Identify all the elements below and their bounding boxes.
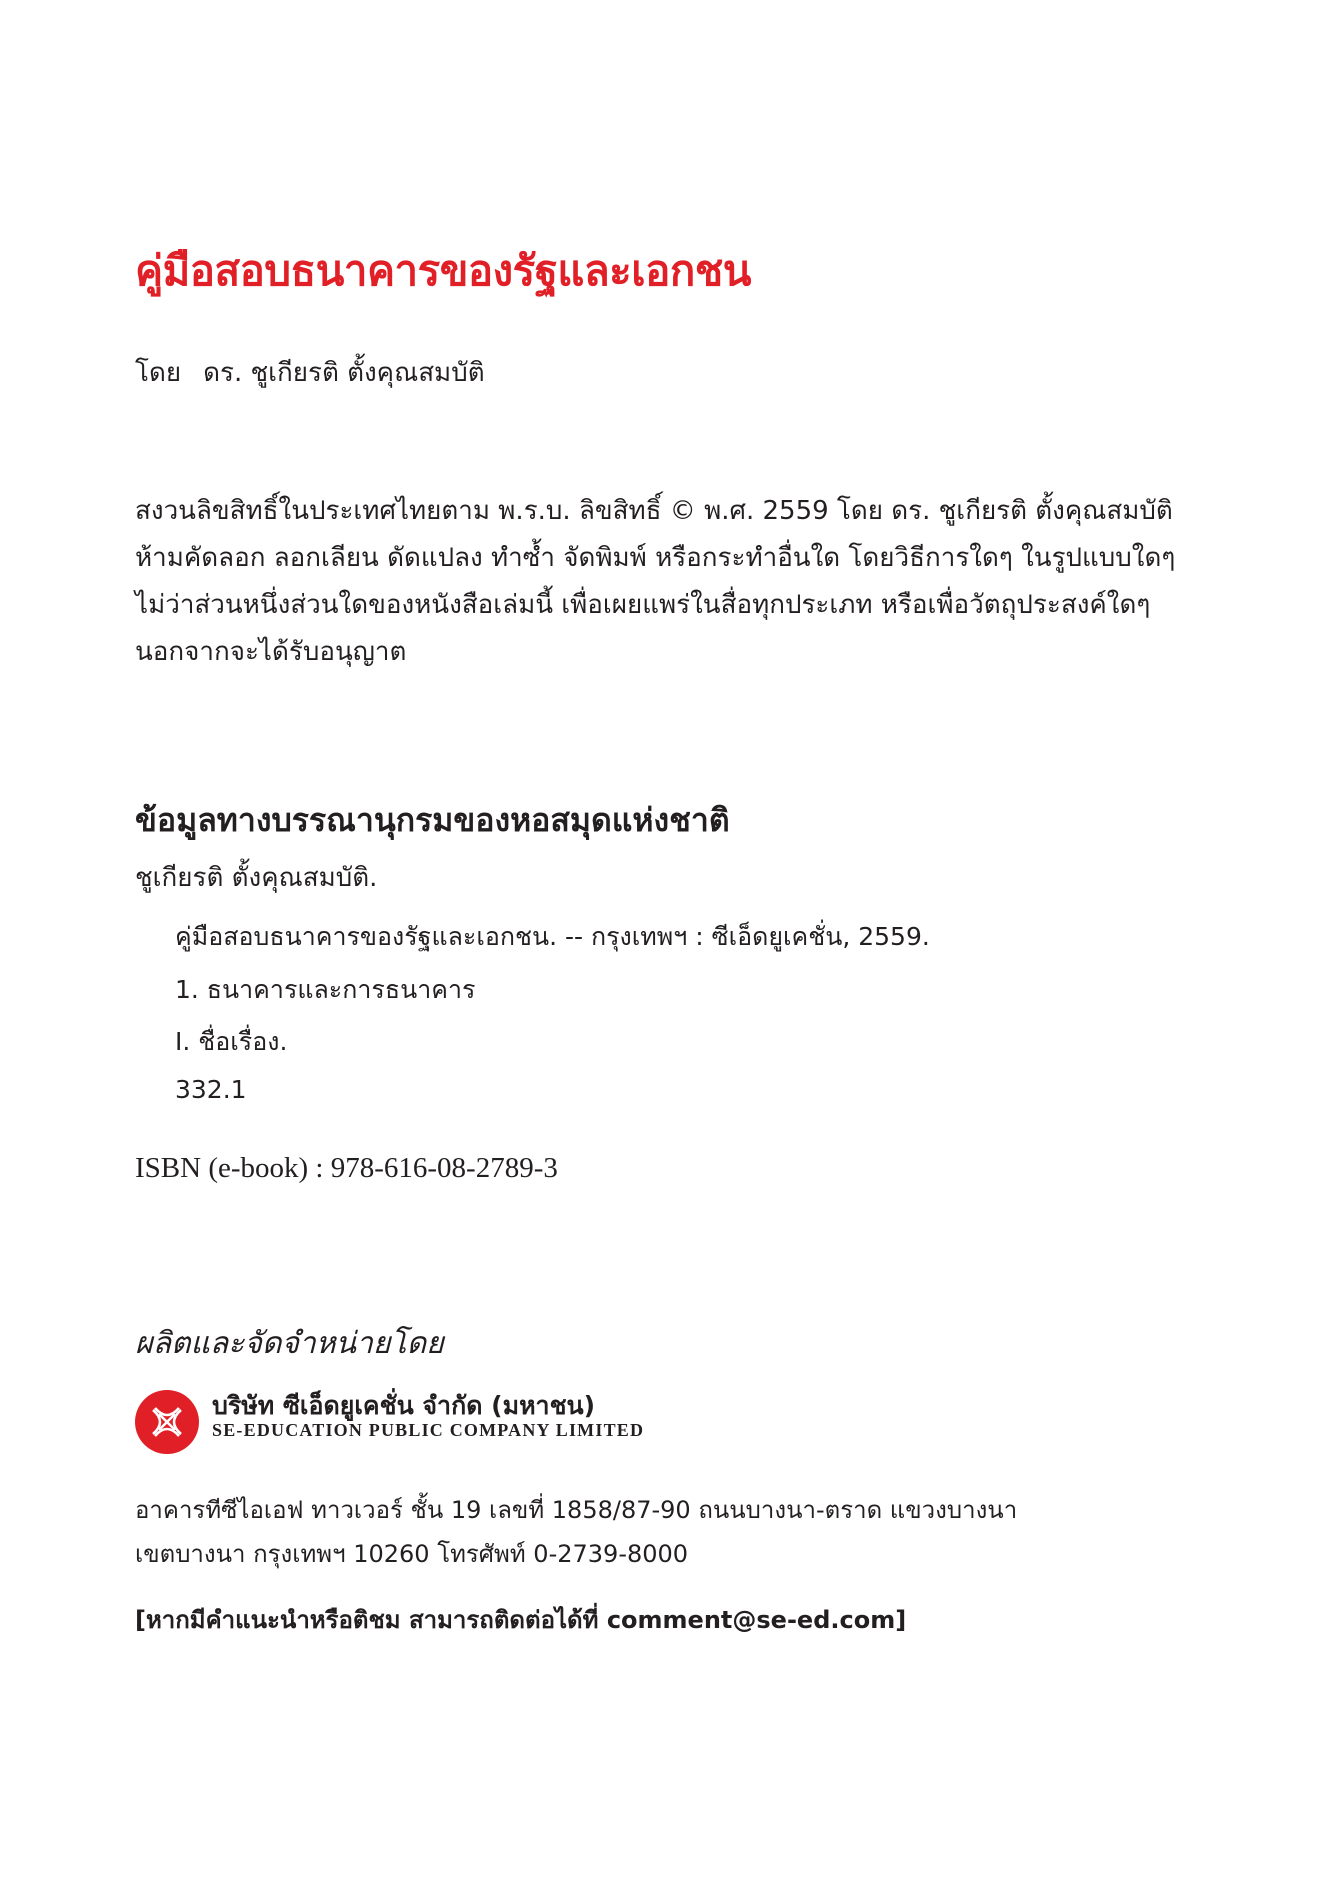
isbn: ISBN (e-book) : 978-616-08-2789-3 [135,1152,558,1184]
publisher-address [135,1488,1017,1576]
author-name: ดร. ชูเกียรติ ตั้งคุณสมบัติ [203,358,485,388]
address-line: อาคารทีซีไอเอฟ ทาวเวอร์ ชั้น 19 เลขที่ 1858/87-90 ถนนบางนา-ตราด แขวงบางนา [135,1496,1018,1524]
address-line: เขตบางนา กรุงเทพฯ 10260 โทรศัพท์ 0-2739-8000 [135,1540,689,1568]
copyright-line: สงวนลิขสิทธิ์ในประเทศไทยตาม พ.ร.บ. ลิขสิทธิ์ © พ.ศ. 2559 โดย ดร. ชูเกียรติ ตั้งคุณสมบัติ [135,496,1173,526]
cip-entry: คู่มือสอบธนาคารของรัฐและเอกชน. -- กรุงเทพฯ : ซีเอ็ดยูเคชั่น, 2559. [175,922,930,951]
company-name-thai: บริษัท ซีเอ็ดยูเคชั่น จำกัด (มหาชน) [212,1391,596,1420]
author-line [135,352,485,393]
feedback-contact: [หากมีคำแนะนำหรือติชม สามารถติดต่อได้ที่ comment@se-ed.com] [135,1606,907,1634]
copyright-notice [135,488,1215,676]
copyright-line: นอกจากจะได้รับอนุญาต [135,637,407,667]
cip-entry: I. ชื่อเรื่อง. [175,1027,288,1056]
distributor-label: ผลิตและจัดจำหน่ายโดย [135,1326,444,1361]
copyright-line: ห้ามคัดลอก ลอกเลียน ดัดแปลง ทำซ้ำ จัดพิมพ์ หรือกระทำอื่นใด โดยวิธีการใดๆ ในรูปแบบใดๆ [135,543,1176,573]
cip-heading: ข้อมูลทางบรรณานุกรมของหอสมุดแห่งชาติ [135,801,730,839]
company-name-english: SE-EDUCATION PUBLIC COMPANY LIMITED [212,1420,645,1440]
cip-entry: 1. ธนาคารและการธนาคาร [175,975,476,1004]
book-title: คู่มือสอบธนาคารของรัฐและเอกชน [135,246,751,295]
se-ed-logo-icon [135,1390,199,1454]
cip-author: ชูเกียรติ ตั้งคุณสมบัติ. [135,863,378,893]
author-prefix: โดย [135,358,182,388]
cip-entry: 332.1 [175,1075,247,1104]
copyright-line: ไม่ว่าส่วนหนึ่งส่วนใดของหนังสือเล่มนี้ เพื่อเผยแพร่ในสื่อทุกประเภท หรือเพื่อวัตถุประสงค์ใดๆ [135,590,1151,620]
